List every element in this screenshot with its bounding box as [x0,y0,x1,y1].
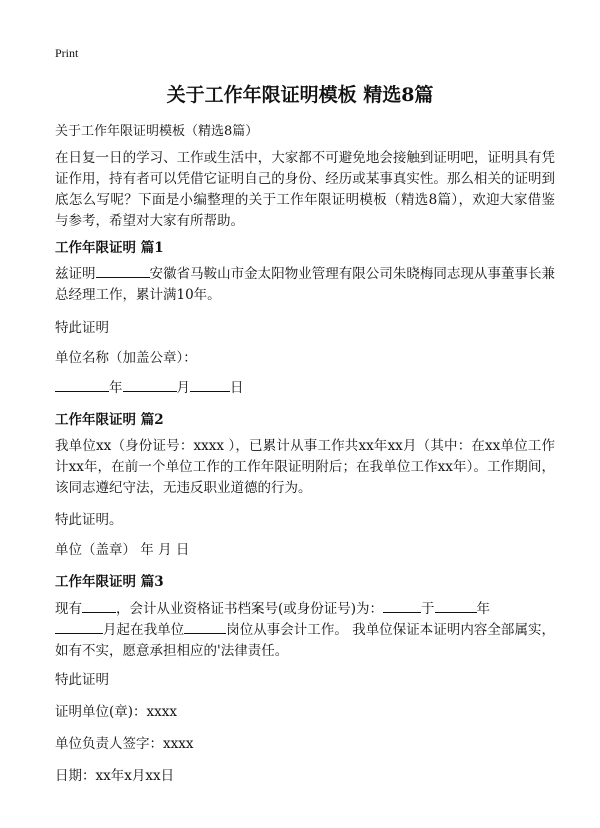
day-blank [190,379,230,392]
section-3-l1-b: ，会计从业资格证书档案号(或身份证号)为： [116,601,384,617]
date-day-label: 日 [230,380,244,396]
section-3-l2-a: 月起在我单位 [103,622,185,638]
document-title: 关于工作年限证明模板 精选8篇 [166,84,434,106]
name-blank [96,265,150,278]
section-3-unit: 证明单位(章)：xxxx [55,704,177,720]
section-3-date: 日期：xx年x月xx日 [55,768,175,784]
year-blank [55,379,109,392]
section-1-body-rest: 安徽省马鞍山市金太阳物业管理有限公司朱晓梅同志现从事董事长兼总经理工作，累计满10年。 [55,266,556,303]
start-month-blank [55,621,103,634]
section-3-signer: 单位负责人签字：xxxx [55,736,194,752]
section-3-l1-c: 于 [421,601,435,617]
section-1-heading: 工作年限证明 篇1 [55,240,164,256]
section-3-body [55,599,555,662]
cert-number-blank [383,600,421,613]
holder-blank [82,600,116,613]
start-year-blank [435,600,477,613]
section-1-unit: 单位名称（加盖公章）： [55,350,197,366]
section-3-heading: 工作年限证明 篇3 [55,574,164,590]
section-1-body-prefix: 兹证明 [55,266,96,282]
date-year-label: 年 [109,380,123,396]
section-2-body: 我单位xx（身份证号：xxxx ），已累计从事工作共xx年xx月（其中：在xx单位工作计xx年，在前一个单位工作的工作年限证明附后；在我单位工作xx年）。工作期间，该同志遵纪守法，无违反职业道德的行为。 [55,438,555,496]
section-3-l1-d: 年 [476,601,491,617]
date-month-label: 月 [176,380,190,396]
position-blank [184,621,226,634]
section-1-body [55,264,555,306]
section-2-heading: 工作年限证明 篇2 [55,412,164,428]
section-2-unit: 单位（盖章） 年 月 日 [55,542,190,558]
intro-paragraph: 在日复一日的学习、工作或生活中，大家都不可避免地会接触到证明吧，证明具有凭证作用，持有者可以凭借它证明自己的身份、经历或某事真实性。那么相关的证明到底怎么写呢？下面是小编整理的关于工作年限证明模板（精选8篇），欢迎大家借鉴与参考，希望对大家有所帮助。 [55,150,555,229]
document-subtitle: 关于工作年限证明模板（精选8篇） [55,124,259,139]
print-label[interactable]: Print [55,46,79,60]
section-1-date [55,376,244,396]
section-3-special: 特此证明 [55,672,109,688]
section-1-special: 特此证明 [55,320,109,336]
section-3-l1-a: 现有 [55,601,82,617]
section-3-l2-b: 岗位从事会计工作。 我单位保证本证明内容全部属实，如有不实，愿意承担相应的'法律责任。 [55,622,555,659]
section-2-special: 特此证明。 [55,512,123,528]
month-blank [123,379,177,392]
